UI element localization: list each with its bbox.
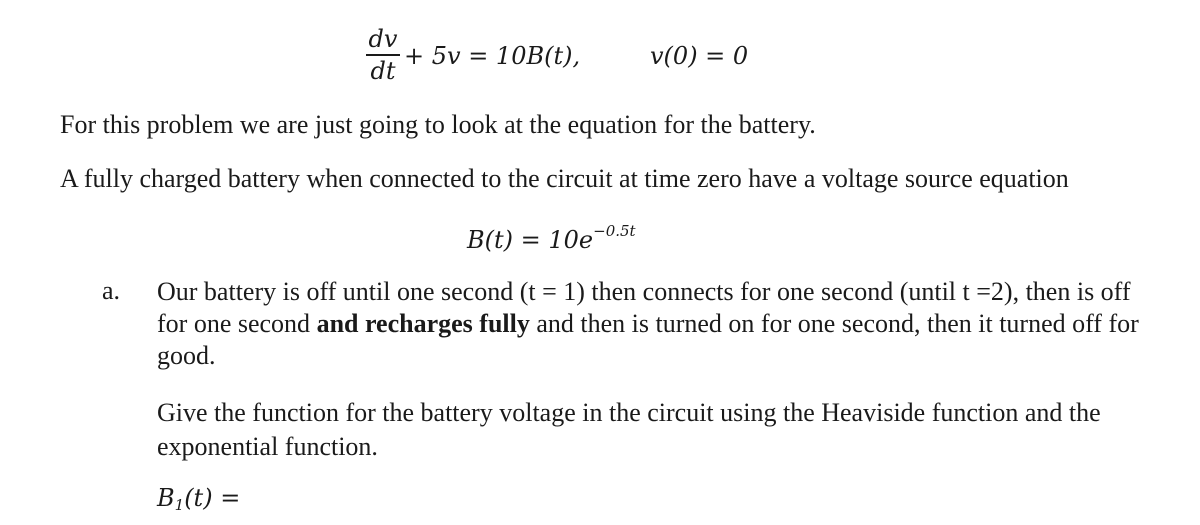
part-a-question: Give the function for the battery voltage in the circuit using the Heaviside function and the exponential function. bbox=[157, 398, 1101, 461]
intro-line: For this problem we are just going to look at the equation for the battery. bbox=[60, 110, 816, 139]
part-a-text-end: and then is turned on for one second, then it turned off for good. bbox=[157, 309, 1139, 370]
answer-lhs bbox=[157, 484, 240, 514]
answer-lhs-rest: (t) = bbox=[184, 484, 241, 512]
battery-formula bbox=[467, 222, 636, 254]
fraction-denominator: dt bbox=[370, 57, 396, 85]
fraction-bar bbox=[366, 54, 400, 56]
answer-lhs-base: B bbox=[157, 484, 175, 512]
battery-formula-exponent: −0.5t bbox=[593, 222, 636, 240]
part-a-text-start: Our battery is off until one second (t = 1) then connects for one second (until t =2), then is off for one second bbox=[157, 277, 1131, 338]
equation-rest: + 5v = 10B(t), bbox=[404, 42, 581, 70]
part-a-text bbox=[157, 276, 1147, 372]
battery-line: A fully charged battery when connected to the circuit at time zero have a voltage source equation bbox=[60, 164, 1069, 193]
fraction-numerator: dv bbox=[368, 25, 398, 53]
part-a-bold-text: and recharges fully bbox=[316, 309, 530, 338]
initial-condition: v(0) = 0 bbox=[650, 42, 749, 70]
part-a-label: a. bbox=[102, 276, 121, 305]
battery-formula-lhs: B(t) = 10e bbox=[467, 226, 594, 254]
derivative-fraction bbox=[366, 26, 400, 84]
answer-lhs-sub: 1 bbox=[174, 496, 185, 514]
